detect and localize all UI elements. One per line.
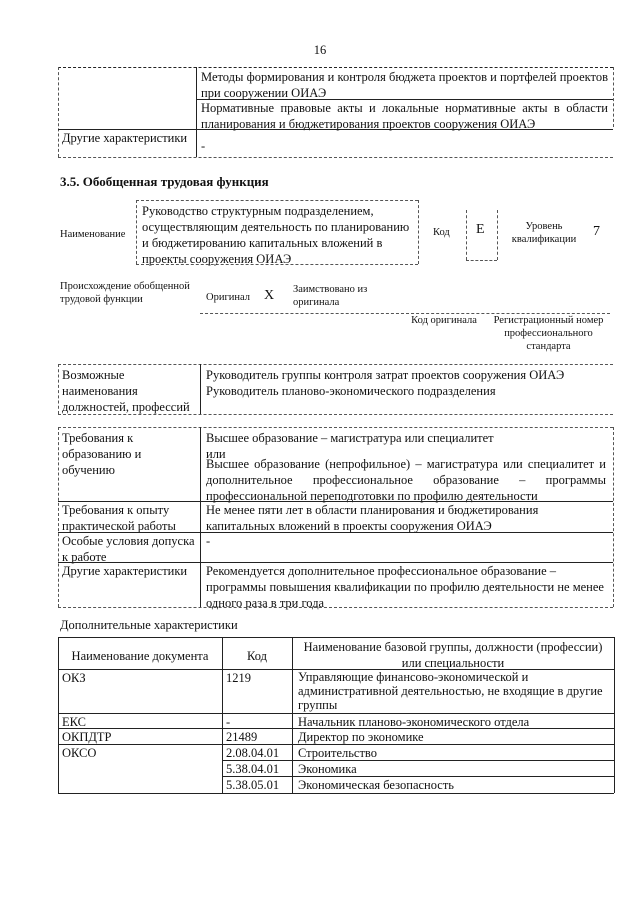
experience-value: Не менее пяти лет в области планирования и бюджетирования капитальных вложений в проекты сооружения ОИАЭ	[206, 503, 539, 533]
level-value: 7	[593, 224, 600, 239]
position-line-2: Руководитель планово-экономического подразделения	[206, 384, 496, 398]
experience-label: Требования к опыту практической работы	[62, 503, 176, 533]
row-code: 5.38.04.01	[226, 762, 280, 776]
row-code: 5.38.05.01	[226, 778, 280, 792]
other-characteristics-value: -	[201, 139, 206, 153]
reg-caption: Регистрационный номер профессионального стандарта	[493, 315, 604, 352]
original-label: Оригинал	[206, 292, 250, 303]
row-doc: ОКПДТР	[62, 730, 112, 744]
row-group: Управляющие финансово-экономической и административной деятельностью, не входящие в другие группы	[298, 670, 603, 712]
header-document: Наименование документа	[71, 649, 209, 663]
level-label: Уровень квалификации	[511, 221, 577, 245]
row-doc: ЕКС	[62, 715, 86, 729]
function-name: Руководство структурным подразделением, осуществляющим деятельность по планированию и бюджетированию капитальных вложений в проекты сооружения ОИАЭ	[142, 204, 410, 266]
special-conditions-value: -	[206, 534, 211, 548]
row-code: 2.08.04.01	[226, 746, 280, 760]
row-group: Экономическая безопасность	[298, 778, 454, 792]
other-characteristics-label: Другие характеристики	[62, 131, 188, 145]
special-conditions-label: Особые условия допуска к работе	[62, 534, 195, 564]
code-label: Код	[433, 227, 450, 238]
row-code: 1219	[226, 671, 251, 685]
original-mark: X	[264, 288, 275, 303]
education-line-1: Высшее образование – магистратура или специалитет	[206, 431, 494, 445]
code-value: E	[476, 222, 485, 237]
row-group: Директор по экономике	[298, 730, 424, 744]
page-number: 16	[313, 43, 327, 57]
origin-label: Происхождение обобщенной трудовой функции	[60, 281, 190, 305]
top-row-2: Нормативные правовые акты и локальные нормативные акты в области планирования и бюджетирования проектов сооружения ОИАЭ	[201, 101, 608, 131]
position-line-1: Руководитель группы контроля затрат проектов сооружения ОИАЭ	[206, 368, 565, 382]
other-characteristics-label-2: Другие характеристики	[62, 564, 188, 578]
row-code: 21489	[226, 730, 258, 744]
name-label: Наименование	[60, 229, 126, 240]
row-group: Начальник планово-экономического отдела	[298, 715, 530, 729]
additional-title: Дополнительные характеристики	[60, 618, 238, 632]
section-title: 3.5. Обобщенная трудовая функция	[60, 174, 269, 189]
positions-label: Возможные наименования должностей, профессий	[62, 368, 190, 414]
header-group: Наименование базовой группы, должности (профессии) или специальности	[303, 640, 603, 670]
other-characteristics-value-2: Рекомендуется дополнительное профессиональное образование – программы повышения квалификации по профилю деятельности не менее одного раза в три года	[206, 564, 604, 610]
row-group: Строительство	[298, 746, 378, 760]
borrowed-label: Заимствовано из оригинала	[293, 284, 368, 308]
header-code: Код	[247, 649, 267, 663]
education-line-3: Высшее образование (непрофильное) – магистратура или специалитет и дополнительное профессиональное образование – программы профессиональной переподготовки по профилю деятельности	[206, 457, 606, 503]
row-code: -	[226, 715, 231, 729]
education-label: Требования к образованию и обучению	[62, 431, 142, 477]
code-caption: Код оригинала	[411, 315, 477, 326]
row-doc: ОКЗ	[62, 671, 86, 685]
row-doc: ОКСО	[62, 746, 97, 760]
top-row-1: Методы формирования и контроля бюджета проектов и портфелей проектов при сооружении ОИАЭ	[201, 70, 608, 100]
education-line-2: или	[206, 447, 226, 461]
row-group: Экономика	[298, 762, 357, 776]
